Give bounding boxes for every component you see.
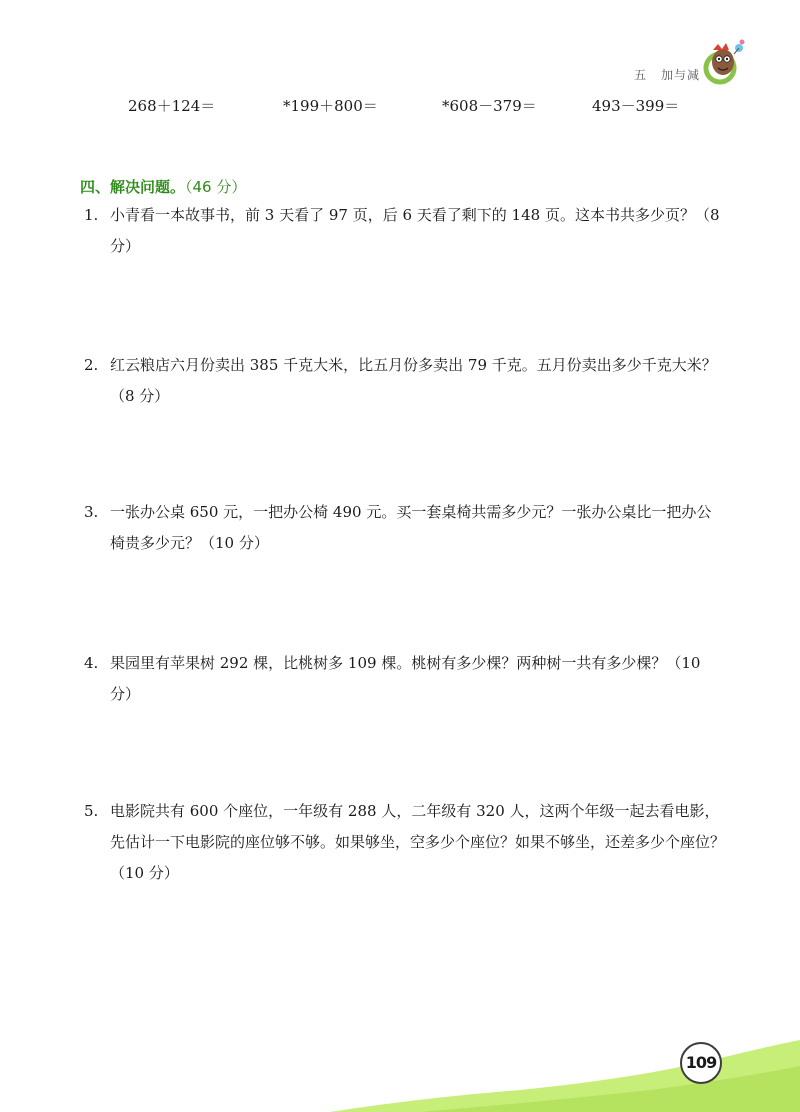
calculation-item: 493－399＝ bbox=[592, 97, 680, 115]
calculation-row bbox=[0, 95, 800, 117]
problem-number: 4. bbox=[84, 654, 99, 672]
problem-number: 3. bbox=[84, 503, 99, 521]
problem-text: 红云粮店六月份卖出 385 千克大米，比五月份多卖出 79 千克。五月份卖出多少千克大米？（8 分） bbox=[110, 356, 717, 405]
footer-wave bbox=[0, 1040, 800, 1112]
problem-number: 1. bbox=[84, 206, 99, 224]
problem-text: 小青看一本故事书，前 3 天看了 97 页，后 6 天看了剩下的 148 页。这本书共多少页？（8 分） bbox=[110, 206, 720, 255]
chapter-header bbox=[634, 66, 700, 83]
section-title bbox=[80, 176, 246, 197]
page-number: 109 bbox=[680, 1042, 722, 1084]
problem-text: 一张办公桌 650 元，一把办公椅 490 元。买一套桌椅共需多少元？一张办公桌比一把办公椅贵多少元？（10 分） bbox=[110, 503, 712, 552]
problem-number: 2. bbox=[84, 356, 99, 374]
problem-item bbox=[84, 350, 725, 412]
calculation-item: 268＋124＝ bbox=[128, 97, 216, 115]
problem-text: 电影院共有 600 个座位，一年级有 288 人，二年级有 320 人，这两个年级一起去看电影，先估计一下电影院的座位够不够。如果够坐，空多少个座位？如果不够坐，还差多少个座位？（10 分） bbox=[110, 802, 726, 882]
calculation-item: *199＋800＝ bbox=[283, 97, 378, 115]
problem-text: 果园里有苹果树 292 棵，比桃树多 109 棵。桃树有多少棵？两种树一共有多少棵？（10 分） bbox=[110, 654, 701, 703]
calculation-item: *608－379＝ bbox=[442, 97, 537, 115]
chapter-number: 五 bbox=[633, 68, 647, 82]
problem-item bbox=[84, 796, 726, 889]
section-title-text: 四、解决问题。 bbox=[80, 178, 186, 196]
chapter-title: 加与减 bbox=[660, 68, 700, 82]
problem-item bbox=[84, 497, 725, 559]
problem-item bbox=[84, 200, 725, 262]
problem-item bbox=[84, 648, 725, 710]
mascot-icon bbox=[698, 38, 748, 92]
problem-number: 5. bbox=[84, 802, 99, 820]
section-score: （46 分） bbox=[185, 178, 247, 196]
